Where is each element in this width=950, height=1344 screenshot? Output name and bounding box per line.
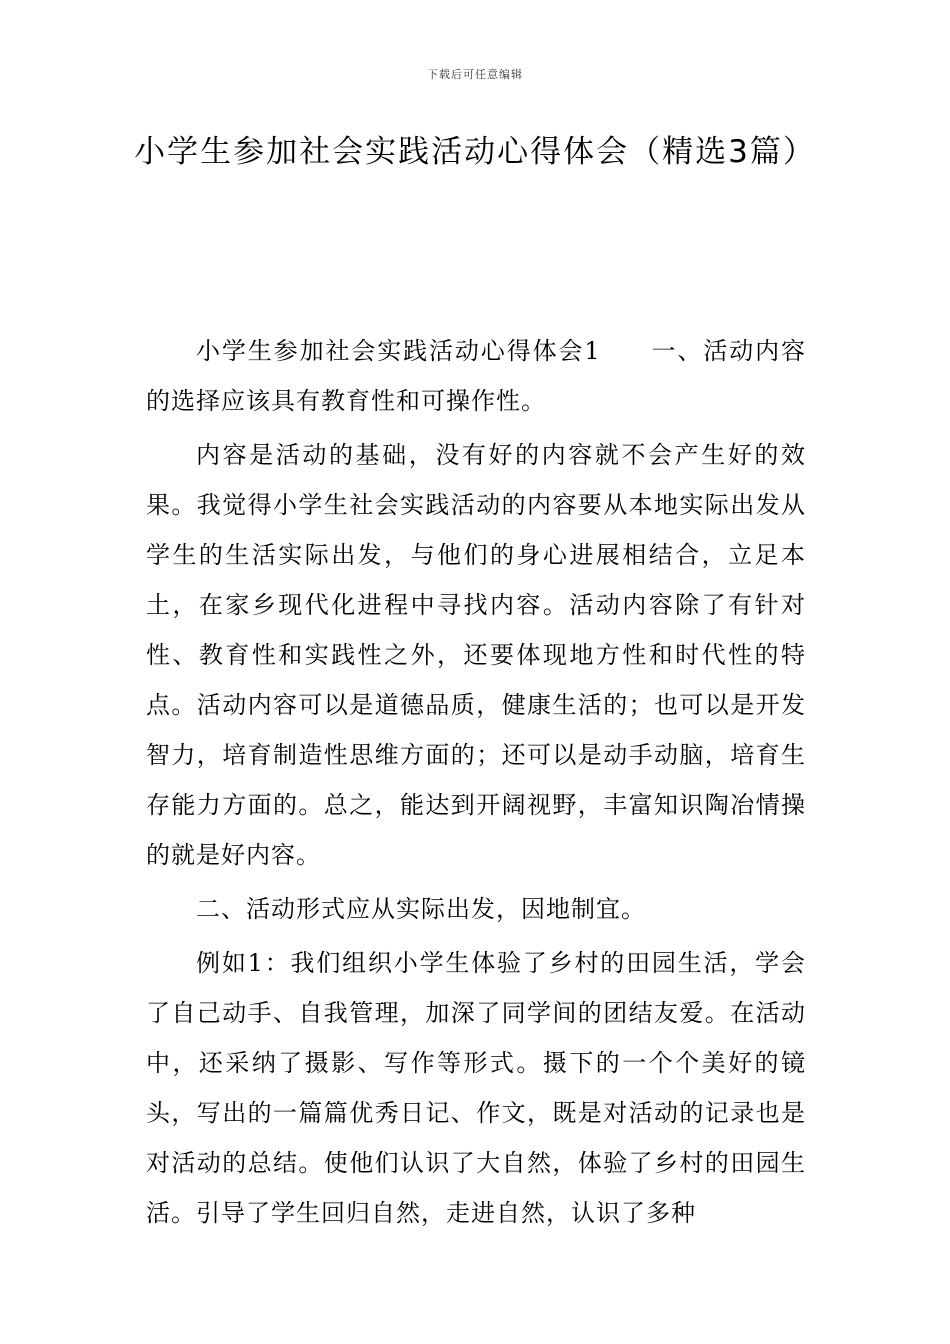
content-paragraph: 内容是活动的基础，没有好的内容就不会产生好的效果。我觉得小学生社会实践活动的内容要从本地实际出发从学生的生活实际出发，与他们的身心进展相结合，立足本土，在家乡现代化进程中寻找内容。活动内容除了有针对性、教育性和实践性之外，还要体现地方性和时代性的特点。活动内容可以是道德品质，健康生活的；也可以是开发智力，培育制造性思维方面的；还可以是动手动脑，培育生存能力方面的。总之，能达到开阔视野，丰富知识陶冶情操的就是好内容。: [146, 441, 806, 869]
point-one-heading: 一、活动内容的选择应该具有教育性和可操作性。: [146, 337, 806, 415]
document-body: [146, 326, 806, 1242]
point-two-heading: 二、活动形式应从实际出发，因地制宜。: [196, 895, 646, 923]
document-title: 小学生参加社会实践活动心得体会（精选3篇）: [134, 134, 816, 170]
section-heading: 小学生参加社会实践活动心得体会1: [196, 337, 601, 365]
example-paragraph: 例如1：我们组织小学生体验了乡村的田园生活，学会了自己动手、自我管理，加深了同学间的团结友爱。在活动中，还采纳了摄影、写作等形式。摄下的一个个美好的镜头，写出的一篇篇优秀日记、作文，既是对活动的记录也是对活动的总结。使他们认识了大自然，体验了乡村的田园生活。引导了学生回归自然，走进自然，认识了多种: [146, 949, 806, 1227]
first-paragraph: [146, 326, 806, 426]
download-note: 下载后可任意编辑: [427, 68, 523, 81]
